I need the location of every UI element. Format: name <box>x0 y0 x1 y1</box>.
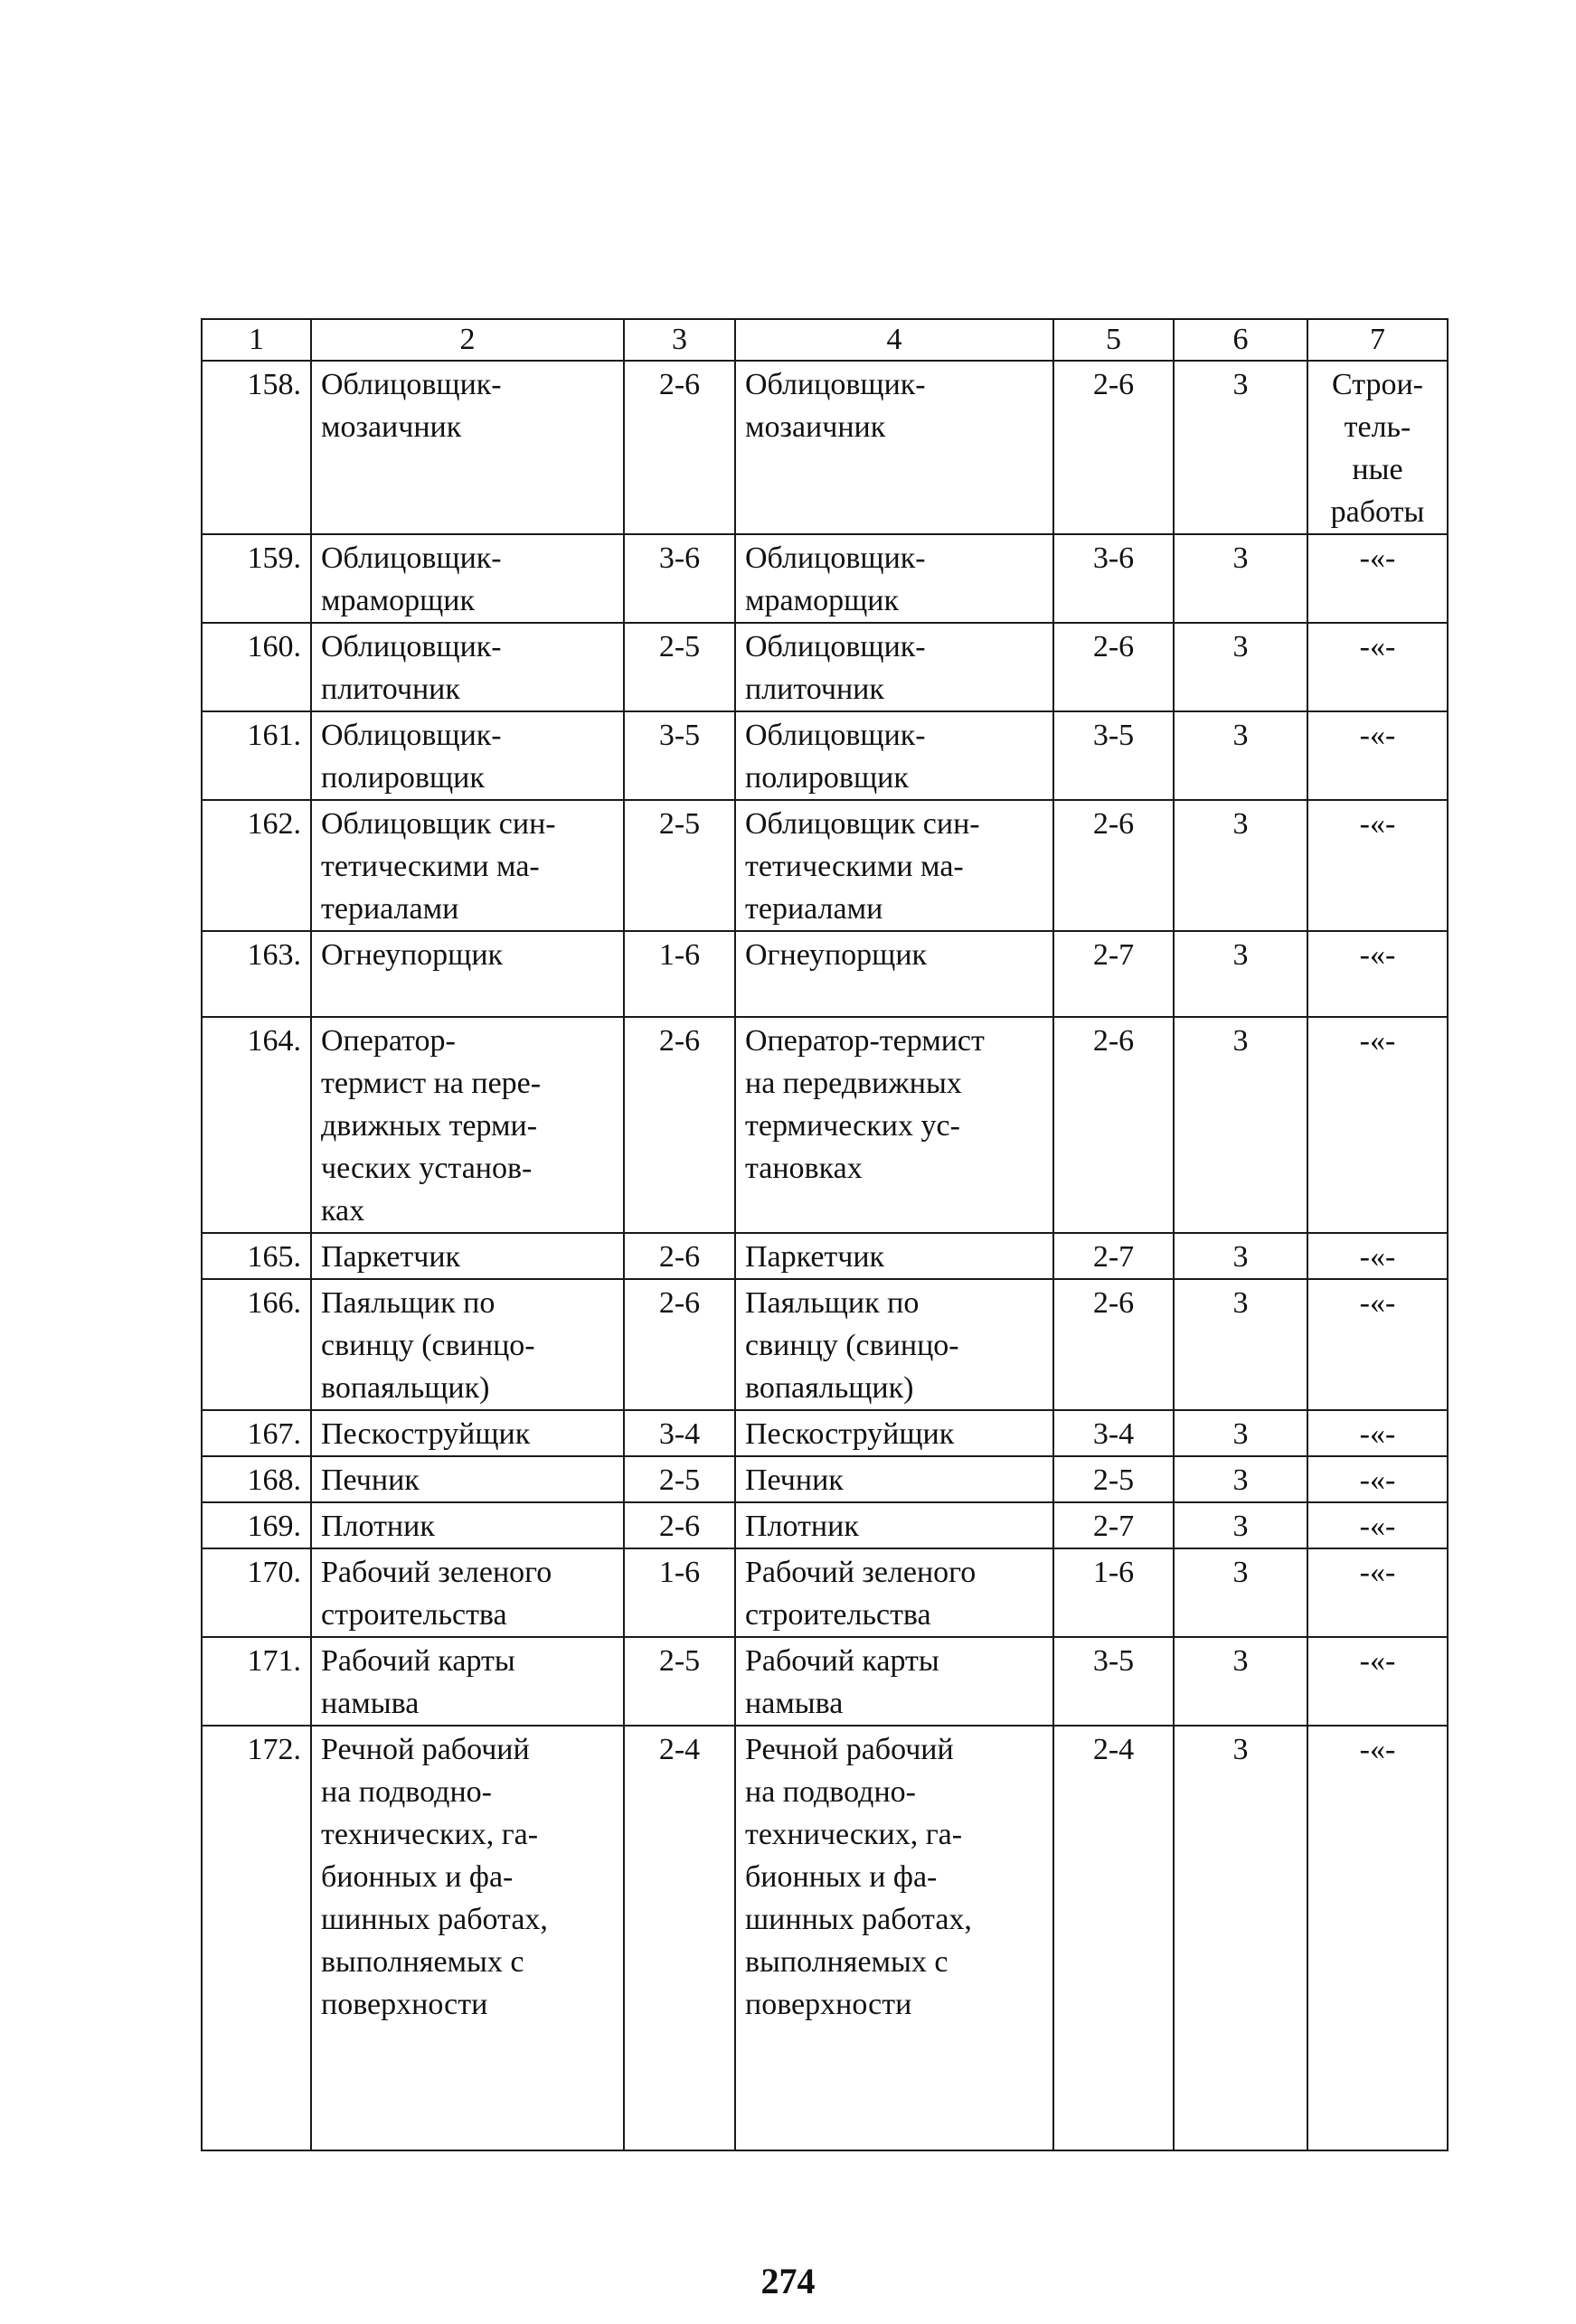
row-number: 162. <box>247 807 301 841</box>
grade-range-etks-cell <box>1053 800 1174 931</box>
grade-range-etks: 2-5 <box>1092 1463 1135 1497</box>
section-number: 3 <box>1232 1024 1249 1058</box>
table-row <box>202 1017 1448 1233</box>
grade-range-etks: 3-6 <box>1092 541 1135 575</box>
grade-range-etks: 2-7 <box>1092 938 1135 972</box>
profession-name: Пескоструйщик <box>321 1417 531 1451</box>
work-type: -«- <box>1359 630 1396 663</box>
grade-range-etks-cell <box>1053 711 1174 800</box>
profession-name: Огнеупорщик <box>321 938 504 972</box>
column-header-7: 7 <box>1307 319 1448 361</box>
grade-range-etks-cell <box>1053 1726 1174 2150</box>
table-row <box>202 623 1448 711</box>
grade-range-etks: 3-5 <box>1092 1644 1135 1678</box>
grade-range-etks-cell <box>1053 1017 1174 1233</box>
profession-name-etks: Огнеупорщик <box>745 938 928 972</box>
profession-name: Оператор- термист на пере- движных терми- ческих установ- ках <box>321 1024 542 1228</box>
profession-name-etks-cell <box>735 1017 1053 1233</box>
grade-range-etks: 2-6 <box>1092 630 1135 663</box>
section-number: 3 <box>1232 1463 1249 1497</box>
profession-name-cell <box>311 1456 624 1502</box>
work-type: -«- <box>1359 1240 1396 1274</box>
grade-range-cell <box>624 1548 735 1637</box>
profession-name-etks: Плотник <box>745 1510 859 1543</box>
work-type-cell <box>1307 361 1448 534</box>
grade-range: 2-5 <box>658 1644 701 1678</box>
profession-name-etks: Облицовщик- мраморщик <box>745 541 926 617</box>
row-number: 172. <box>247 1733 301 1766</box>
table-row <box>202 1279 1448 1410</box>
work-type: -«- <box>1359 541 1396 575</box>
work-type: -«- <box>1359 1556 1396 1589</box>
work-type-cell <box>1307 1502 1448 1548</box>
grade-range-etks: 2-6 <box>1092 1286 1135 1320</box>
section-number-cell <box>1174 361 1307 534</box>
grade-range: 2-6 <box>658 1510 701 1543</box>
work-type-cell <box>1307 1410 1448 1456</box>
grade-range-cell <box>624 1017 735 1233</box>
work-type: -«- <box>1359 938 1396 972</box>
grade-range: 2-6 <box>658 368 701 401</box>
grade-range-etks: 2-4 <box>1092 1733 1135 1766</box>
grade-range-cell <box>624 1456 735 1502</box>
profession-name-etks: Печник <box>745 1463 844 1497</box>
grade-range: 1-6 <box>658 1556 701 1589</box>
work-type: -«- <box>1359 1463 1396 1497</box>
profession-name-etks-cell <box>735 931 1053 1017</box>
profession-name-etks-cell <box>735 1410 1053 1456</box>
row-number: 159. <box>247 541 301 575</box>
grade-range: 3-5 <box>658 719 701 752</box>
grade-range: 3-6 <box>658 541 701 575</box>
grade-range: 2-6 <box>658 1286 701 1320</box>
grade-range-etks-cell <box>1053 1410 1174 1456</box>
profession-name-cell <box>311 1548 624 1637</box>
profession-name-cell <box>311 534 624 623</box>
work-type-cell <box>1307 711 1448 800</box>
section-number-cell <box>1174 1726 1307 2150</box>
grade-range: 2-6 <box>658 1024 701 1058</box>
row-number-cell <box>202 623 311 711</box>
table-row <box>202 534 1448 623</box>
row-number-cell <box>202 1548 311 1637</box>
section-number: 3 <box>1232 807 1249 841</box>
profession-name-etks-cell <box>735 711 1053 800</box>
grade-range-cell <box>624 800 735 931</box>
grade-range: 2-6 <box>658 1240 701 1274</box>
page-number: 274 <box>760 2261 816 2301</box>
column-header-2: 2 <box>311 319 624 361</box>
section-number-cell <box>1174 800 1307 931</box>
grade-range-cell <box>624 1726 735 2150</box>
section-number-cell <box>1174 1410 1307 1456</box>
section-number-cell <box>1174 931 1307 1017</box>
grade-range: 2-5 <box>658 630 701 663</box>
grade-range-cell <box>624 361 735 534</box>
row-number-cell <box>202 1637 311 1726</box>
profession-name: Рабочий карты намыва <box>321 1644 515 1720</box>
profession-name-etks-cell <box>735 534 1053 623</box>
grade-range-cell <box>624 534 735 623</box>
row-number: 170. <box>247 1556 301 1589</box>
profession-name-etks: Паяльщик по свинцу (свинцо- вопаяльщик) <box>745 1286 959 1405</box>
column-header-6: 6 <box>1174 319 1307 361</box>
row-number: 164. <box>247 1024 301 1058</box>
profession-name-cell <box>311 931 624 1017</box>
profession-name: Облицовщик- мозаичник <box>321 368 502 444</box>
profession-name-cell <box>311 1233 624 1279</box>
grade-range: 2-5 <box>658 1463 701 1497</box>
profession-name-cell <box>311 800 624 931</box>
grade-range-cell <box>624 1410 735 1456</box>
work-type: -«- <box>1359 1417 1396 1451</box>
table-body <box>202 361 1448 2150</box>
profession-name-etks: Облицовщик- мозаичник <box>745 368 926 444</box>
row-number-cell <box>202 1017 311 1233</box>
section-number: 3 <box>1232 1556 1249 1589</box>
table-row <box>202 931 1448 1017</box>
table-row <box>202 1637 1448 1726</box>
row-number-cell <box>202 361 311 534</box>
row-number-cell <box>202 711 311 800</box>
table-row <box>202 361 1448 534</box>
profession-name-cell <box>311 1726 624 2150</box>
work-type: -«- <box>1359 1510 1396 1543</box>
row-number: 165. <box>247 1240 301 1274</box>
row-number: 166. <box>247 1286 301 1320</box>
table-row <box>202 1456 1448 1502</box>
profession-name-etks: Облицовщик- плиточник <box>745 630 926 706</box>
section-number: 3 <box>1232 719 1249 752</box>
table-row <box>202 1726 1448 2150</box>
column-header-1: 1 <box>202 319 311 361</box>
profession-name-cell <box>311 1279 624 1410</box>
row-number-cell <box>202 1279 311 1410</box>
profession-name: Плотник <box>321 1510 435 1543</box>
profession-name-etks-cell <box>735 1548 1053 1637</box>
row-number: 163. <box>247 938 301 972</box>
work-type-cell <box>1307 1233 1448 1279</box>
row-number-cell <box>202 800 311 931</box>
grade-range-etks-cell <box>1053 1456 1174 1502</box>
profession-name-etks: Облицовщик- полировщик <box>745 719 926 795</box>
section-number-cell <box>1174 1548 1307 1637</box>
grade-range-etks-cell <box>1053 361 1174 534</box>
grade-range-etks-cell <box>1053 534 1174 623</box>
work-type-cell <box>1307 1637 1448 1726</box>
work-type: Строи- тель- ные работы <box>1330 368 1425 529</box>
work-type-cell <box>1307 623 1448 711</box>
row-number: 160. <box>247 630 301 663</box>
profession-name-etks: Речной рабочий на подводно- технических, га- бионных и фа- шинных работах, выполняемых с поверхности <box>745 1733 972 2021</box>
section-number: 3 <box>1232 368 1249 401</box>
section-number-cell <box>1174 623 1307 711</box>
profession-name-etks-cell <box>735 1726 1053 2150</box>
table-row <box>202 1502 1448 1548</box>
grade-range-etks: 2-6 <box>1092 1024 1135 1058</box>
profession-name-etks-cell <box>735 1637 1053 1726</box>
profession-name-cell <box>311 1017 624 1233</box>
work-type: -«- <box>1359 1024 1396 1058</box>
work-type: -«- <box>1359 1733 1396 1766</box>
profession-name-etks-cell <box>735 1456 1053 1502</box>
row-number-cell <box>202 534 311 623</box>
profession-name-etks-cell <box>735 623 1053 711</box>
grade-range-cell <box>624 623 735 711</box>
work-type: -«- <box>1359 807 1396 841</box>
row-number-cell <box>202 1233 311 1279</box>
grade-range-etks: 2-7 <box>1092 1510 1135 1543</box>
grade-range-etks: 1-6 <box>1092 1556 1135 1589</box>
grade-range-etks: 2-6 <box>1092 368 1135 401</box>
profession-name-cell <box>311 623 624 711</box>
work-type-cell <box>1307 1279 1448 1410</box>
row-number-cell <box>202 1410 311 1456</box>
profession-name: Печник <box>321 1463 420 1497</box>
row-number-cell <box>202 931 311 1017</box>
column-header-5: 5 <box>1053 319 1174 361</box>
professions-table <box>201 318 1449 2151</box>
section-number: 3 <box>1232 1286 1249 1320</box>
grade-range: 3-4 <box>658 1417 701 1451</box>
grade-range-cell <box>624 1502 735 1548</box>
work-type-cell <box>1307 1017 1448 1233</box>
profession-name-etks: Рабочий карты намыва <box>745 1644 939 1720</box>
profession-name-etks-cell <box>735 1502 1053 1548</box>
section-number-cell <box>1174 1017 1307 1233</box>
profession-name-cell <box>311 1410 624 1456</box>
grade-range-etks: 2-7 <box>1092 1240 1135 1274</box>
grade-range-etks-cell <box>1053 1279 1174 1410</box>
profession-name: Паркетчик <box>321 1240 461 1274</box>
grade-range-cell <box>624 1279 735 1410</box>
work-type-cell <box>1307 1456 1448 1502</box>
row-number-cell <box>202 1456 311 1502</box>
section-number-cell <box>1174 711 1307 800</box>
profession-name-etks: Рабочий зеленого строительства <box>745 1556 977 1632</box>
work-type: -«- <box>1359 1286 1396 1320</box>
profession-name: Облицовщик- плиточник <box>321 630 502 706</box>
grade-range: 2-5 <box>658 807 701 841</box>
table-row <box>202 1410 1448 1456</box>
row-number: 169. <box>247 1510 301 1543</box>
work-type-cell <box>1307 800 1448 931</box>
section-number-cell <box>1174 1502 1307 1548</box>
grade-range-etks: 2-6 <box>1092 807 1135 841</box>
grade-range-etks-cell <box>1053 1502 1174 1548</box>
profession-name-cell <box>311 711 624 800</box>
profession-name: Облицовщик син- тетическими ма- териалами <box>321 807 556 926</box>
profession-name-cell <box>311 1502 624 1548</box>
grade-range: 2-4 <box>658 1733 701 1766</box>
row-number: 161. <box>247 719 301 752</box>
profession-name-etks-cell <box>735 1233 1053 1279</box>
grade-range: 1-6 <box>658 938 701 972</box>
grade-range-etks: 3-5 <box>1092 719 1135 752</box>
profession-name-cell <box>311 1637 624 1726</box>
row-number: 167. <box>247 1417 301 1451</box>
profession-name-etks: Паркетчик <box>745 1240 885 1274</box>
profession-name-etks: Облицовщик син- тетическими ма- териалами <box>745 807 980 926</box>
section-number: 3 <box>1232 630 1249 663</box>
profession-name: Облицовщик- полировщик <box>321 719 502 795</box>
section-number: 3 <box>1232 938 1249 972</box>
work-type-cell <box>1307 931 1448 1017</box>
profession-name-cell <box>311 361 624 534</box>
work-type: -«- <box>1359 1644 1396 1678</box>
grade-range-cell <box>624 1637 735 1726</box>
section-number: 3 <box>1232 541 1249 575</box>
grade-range-cell <box>624 711 735 800</box>
section-number: 3 <box>1232 1733 1249 1766</box>
grade-range-etks-cell <box>1053 623 1174 711</box>
row-number-cell <box>202 1726 311 2150</box>
grade-range-etks-cell <box>1053 931 1174 1017</box>
grade-range-cell <box>624 1233 735 1279</box>
section-number-cell <box>1174 1233 1307 1279</box>
header-row <box>202 319 1448 361</box>
work-type-cell <box>1307 1548 1448 1637</box>
row-number-cell <box>202 1502 311 1548</box>
work-type-cell <box>1307 1726 1448 2150</box>
row-number: 171. <box>247 1644 301 1678</box>
profession-name: Рабочий зеленого строительства <box>321 1556 552 1632</box>
profession-name: Речной рабочий на подводно- технических, га- бионных и фа- шинных работах, выполняемых с поверхности <box>321 1733 548 2021</box>
row-number: 168. <box>247 1463 301 1497</box>
table-row <box>202 1233 1448 1279</box>
profession-name: Паяльщик по свинцу (свинцо- вопаяльщик) <box>321 1286 535 1405</box>
grade-range-etks-cell <box>1053 1637 1174 1726</box>
section-number: 3 <box>1232 1644 1249 1678</box>
section-number-cell <box>1174 1456 1307 1502</box>
work-type-cell <box>1307 534 1448 623</box>
column-header-3: 3 <box>624 319 735 361</box>
profession-name-etks: Пескоструйщик <box>745 1417 955 1451</box>
section-number: 3 <box>1232 1510 1249 1543</box>
grade-range-etks: 3-4 <box>1092 1417 1135 1451</box>
table-row <box>202 711 1448 800</box>
profession-name-etks-cell <box>735 1279 1053 1410</box>
profession-name-etks-cell <box>735 361 1053 534</box>
grade-range-etks-cell <box>1053 1233 1174 1279</box>
work-type: -«- <box>1359 719 1396 752</box>
grade-range-etks-cell <box>1053 1548 1174 1637</box>
section-number-cell <box>1174 534 1307 623</box>
section-number-cell <box>1174 1279 1307 1410</box>
row-number: 158. <box>247 368 301 401</box>
table-row <box>202 800 1448 931</box>
profession-name: Облицовщик- мраморщик <box>321 541 502 617</box>
grade-range-cell <box>624 931 735 1017</box>
column-header-4: 4 <box>735 319 1053 361</box>
section-number-cell <box>1174 1637 1307 1726</box>
section-number: 3 <box>1232 1240 1249 1274</box>
profession-name-etks: Оператор-термист на передвижных термических ус- тановках <box>745 1024 985 1185</box>
table-row <box>202 1548 1448 1637</box>
profession-name-etks-cell <box>735 800 1053 931</box>
section-number: 3 <box>1232 1417 1249 1451</box>
